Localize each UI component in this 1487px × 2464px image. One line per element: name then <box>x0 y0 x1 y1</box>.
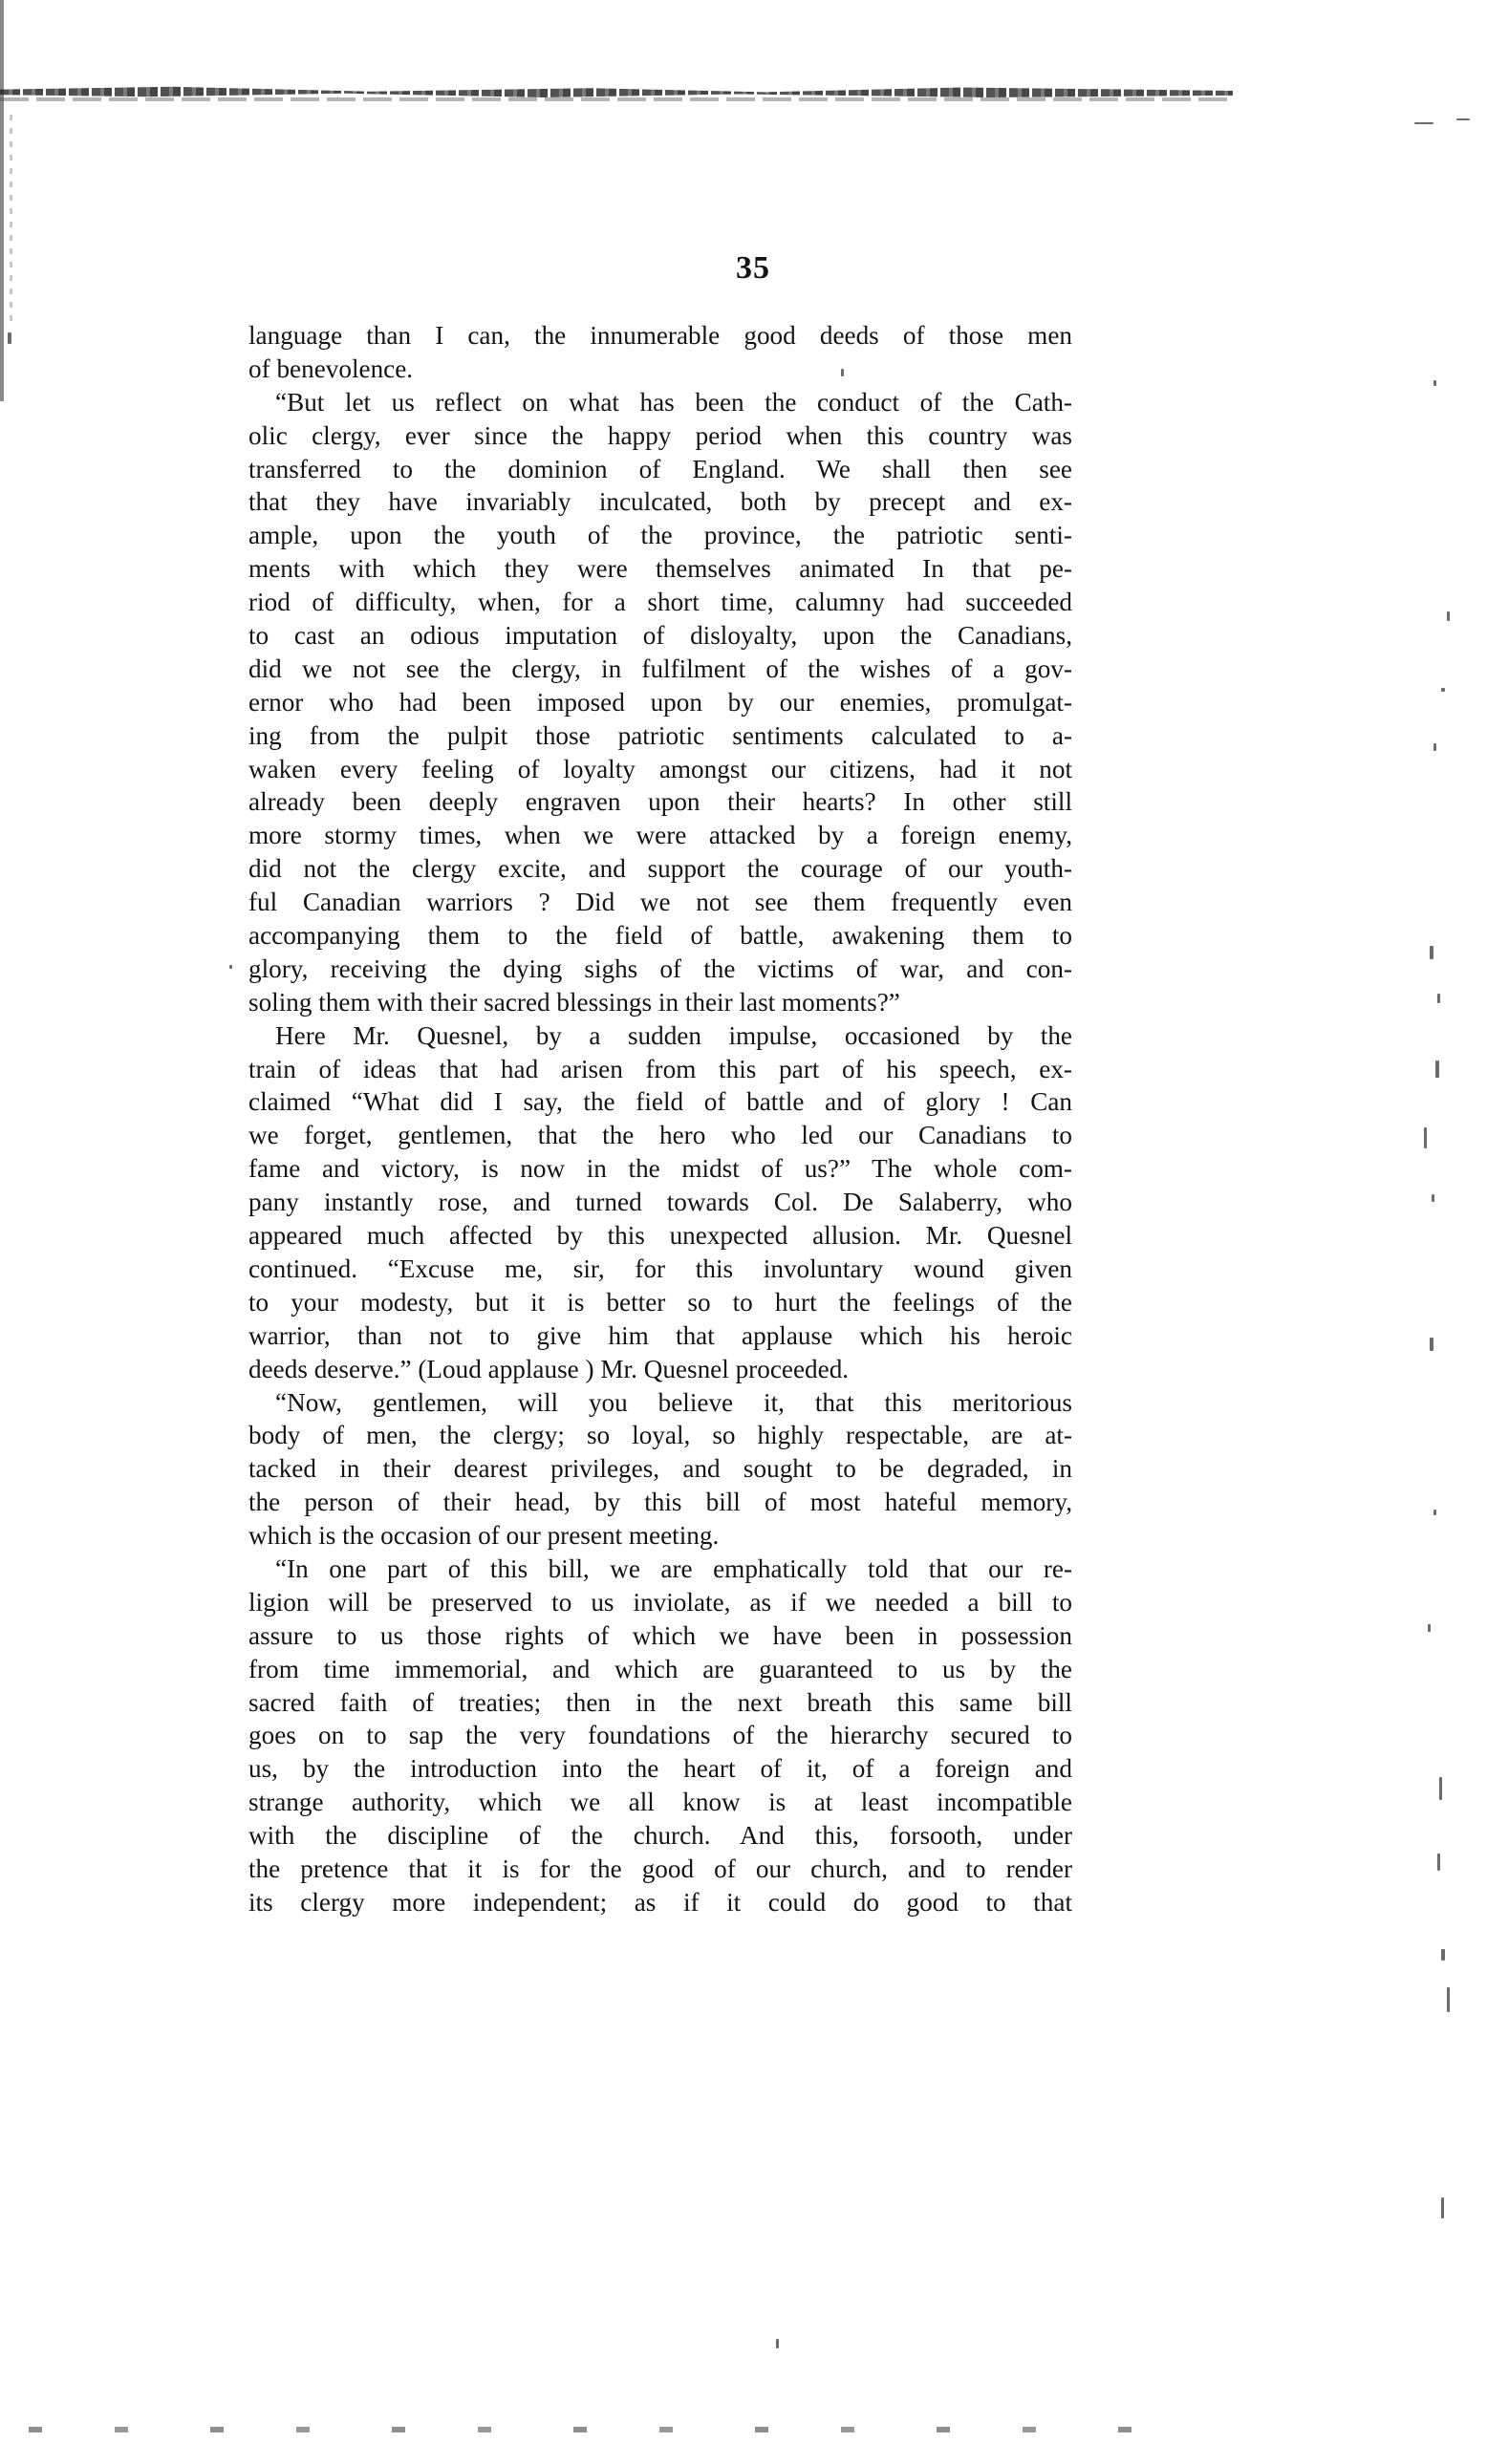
text-line: fame and victory, is now in the midst of us?” The whole com- <box>248 1154 1072 1184</box>
text-line: train of ideas that had arisen from this part of his speech, ex- <box>248 1054 1072 1083</box>
text-line: already been deeply engraven upon their hearts? In other still <box>248 787 1072 817</box>
text-line: the person of their head, by this bill of most hateful memory, <box>248 1488 1072 1517</box>
scan-speck <box>776 2339 779 2348</box>
text-line: ments with which they were themselves animated In that pe- <box>248 554 1072 584</box>
text-line: glory, receiving the dying sighs of the victims of war, and con- <box>248 953 1072 983</box>
scan-speck <box>1447 611 1450 621</box>
text-line: ing from the pulpit those patriotic sentiments calculated to a- <box>248 720 1072 750</box>
body-text <box>248 319 1072 1919</box>
scan-speck <box>1441 688 1445 692</box>
text-line: pany instantly rose, and turned towards Col. De Salaberry, who <box>248 1188 1072 1217</box>
scan-speck <box>1433 380 1436 386</box>
scan-speck <box>841 369 844 376</box>
text-line: assure to us those rights of which we have been in possession <box>248 1620 1072 1650</box>
text-line: Here Mr. Quesnel, by a sudden impulse, occasioned by the <box>275 1020 1072 1050</box>
text-line: with the discipline of the church. And this, forsooth, under <box>248 1821 1072 1851</box>
text-line: “But let us reflect on what has been the conduct of the Cath- <box>275 387 1072 417</box>
text-line: goes on to sap the very foundations of the hierarchy secured to <box>248 1721 1072 1750</box>
scan-speck <box>1441 2197 1444 2218</box>
text-line: ample, upon the youth of the province, the patriotic senti- <box>248 521 1072 550</box>
scan-speck <box>1432 1194 1434 1202</box>
top-scan-border-secondary <box>0 97 1233 101</box>
text-line: to your modesty, but it is better so to hurt the feelings of the <box>248 1287 1072 1317</box>
text-line: did we not see the clergy, in fulfilment of the wishes of a gov- <box>248 653 1072 683</box>
text-line: ful Canadian warriors ? Did we not see them frequently even <box>248 888 1072 917</box>
scan-speck <box>1437 994 1440 1003</box>
text-line: tacked in their dearest privileges, and sought to be degraded, in <box>248 1454 1072 1484</box>
text-line: more stormy times, when we were attacked by a foreign enemy, <box>248 821 1072 850</box>
scan-speck <box>1433 743 1436 751</box>
text-line: soling them with their sacred blessings in their last moments?” <box>248 987 900 1017</box>
text-line: “In one part of this bill, we are emphatically told that our re- <box>275 1553 1072 1583</box>
text-line: deeds deserve.” (Loud applause ) Mr. Quesnel proceeded. <box>248 1354 850 1383</box>
scan-speck <box>1456 118 1470 120</box>
scan-speck <box>1447 1987 1450 2012</box>
scan-speck <box>1424 1127 1427 1148</box>
bottom-scan-noise <box>29 2427 1156 2432</box>
text-line: of benevolence. <box>248 354 414 383</box>
scan-speck <box>229 965 232 969</box>
text-line: that they have invariably inculcated, both by precept and ex- <box>248 487 1072 517</box>
scan-speck <box>1441 1949 1445 1960</box>
text-line: riod of difficulty, when, for a short time, calumny had succeeded <box>248 588 1072 617</box>
text-line: its clergy more independent; as if it could do good to that <box>248 1887 1072 1917</box>
text-line: did not the clergy excite, and support the courage of our youth- <box>248 854 1072 884</box>
text-line: warrior, than not to give him that applause which his heroic <box>248 1320 1072 1350</box>
text-line: “Now, gentlemen, will you believe it, that this meritorious <box>275 1387 1072 1417</box>
text-line: from time immemorial, and which are guaranteed to us by the <box>248 1654 1072 1683</box>
text-line: transferred to the dominion of England. We shall then see <box>248 454 1072 483</box>
text-line: we forget, gentlemen, that the hero who led our Canadians to <box>248 1121 1072 1150</box>
text-line: claimed “What did I say, the field of battle and of glory ! Can <box>248 1087 1072 1117</box>
scan-speck <box>1428 1624 1431 1632</box>
text-line: waken every feeling of loyalty amongst our citizens, had it not <box>248 754 1072 783</box>
scan-speck <box>1433 1510 1436 1515</box>
text-line: olic clergy, ever since the happy period when this country was <box>248 420 1072 450</box>
text-line: the pretence that it is for the good of our church, and to render <box>248 1853 1072 1883</box>
scan-speck <box>1437 1853 1440 1871</box>
text-line: which is the occasion of our present meeting. <box>248 1521 720 1551</box>
text-line: strange authority, which we all know is at least incompatible <box>248 1788 1072 1817</box>
text-line: ligion will be preserved to us inviolate, as if we needed a bill to <box>248 1587 1072 1617</box>
text-line: us, by the introduction into the heart of it, of a foreign and <box>248 1754 1072 1784</box>
text-line: continued. “Excuse me, sir, for this involuntary wound given <box>248 1253 1072 1283</box>
page-number: 35 <box>736 250 770 286</box>
scan-speck <box>1414 122 1433 124</box>
text-line: sacred faith of treaties; then in the next breath this same bill <box>248 1687 1072 1717</box>
scan-speck <box>1435 1061 1439 1078</box>
scan-speck <box>1430 946 1433 959</box>
text-line: language than I can, the innumerable good deeds of those men <box>248 321 1072 350</box>
text-line: ernor who had been imposed upon by our enemies, promulgat- <box>248 687 1072 717</box>
scan-speck <box>1430 1338 1433 1351</box>
scan-speck <box>8 332 11 344</box>
text-line: accompanying them to the field of battle, awakening them to <box>248 921 1072 951</box>
scan-speck <box>1439 1777 1442 1800</box>
text-line: to cast an odious imputation of disloyalty, upon the Canadians, <box>248 621 1072 651</box>
top-scan-border <box>0 84 1233 97</box>
text-line: appeared much affected by this unexpected allusion. Mr. Quesnel <box>248 1221 1072 1251</box>
text-line: body of men, the clergy; so loyal, so highly respectable, are at- <box>248 1421 1072 1450</box>
